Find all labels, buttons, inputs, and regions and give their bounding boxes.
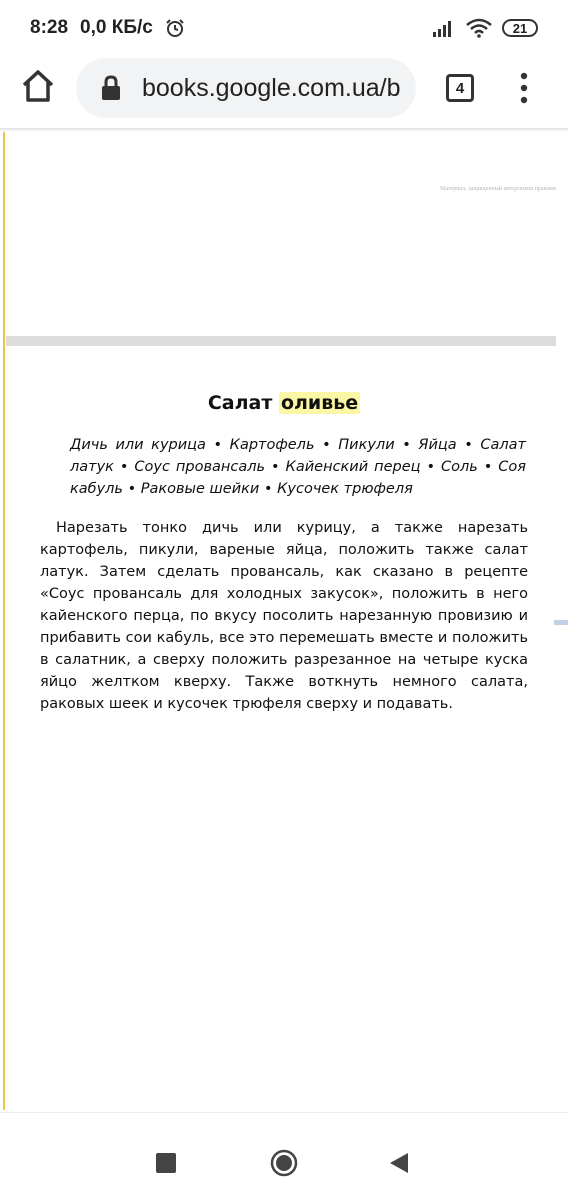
address-bar[interactable] [76, 58, 416, 118]
status-left [30, 17, 185, 39]
copyright-footer: Материал, защищенный авторскими правами [440, 186, 556, 192]
page-separator [6, 336, 556, 346]
recipe-title [0, 392, 568, 414]
search-highlight: оливье [280, 392, 359, 414]
signal-icon [432, 18, 456, 38]
url-text[interactable]: books.google.com.ua/b [142, 73, 401, 102]
left-margin-rule [3, 132, 5, 1110]
browser-toolbar [0, 56, 568, 126]
recents-square-icon[interactable] [156, 1153, 176, 1173]
system-nav-bar [0, 1112, 568, 1200]
recipe-title-word: Салат [207, 392, 273, 414]
recipe-instructions: Нарезать тонко дичь или курицу, а также нарезать картофель, пикули, вареные яйца, положить также салат латук. Затем сделать провансаль, как сказано в рецепте «Соус провансаль для холодных закусок», положить в него кайенского перца, по вкусу посолить нарезанную провизию и прибавить сои кабуль, все это перемешать вместе и положить в салатник, а сверху положить разрезанное на четыре куска яйцо желтком кверху. Также воткнуть немного салата, раковых шеек и кусочек трюфеля сверху и подавать. [40, 520, 528, 712]
back-triangle-icon[interactable] [388, 1151, 410, 1175]
status-right [432, 18, 538, 38]
lock-icon [100, 75, 122, 101]
alarm-icon [165, 18, 185, 38]
clock: 8:28 [30, 17, 69, 38]
tab-switcher-button[interactable] [446, 74, 474, 102]
previous-page [8, 132, 556, 336]
scroll-marker[interactable] [554, 620, 568, 625]
network-speed: 0,0 КБ/с [80, 17, 153, 38]
menu-icon[interactable] [512, 70, 536, 106]
home-circle-icon[interactable] [270, 1149, 298, 1177]
ingredients-list: Дичь или курица • Картофель • Пикули • Яйца • Салат латук • Соус провансаль • Кайенский перец • Соль • Соя кабуль • Раковые шейки • Кусочек трюфеля [70, 437, 526, 497]
home-icon[interactable] [20, 68, 56, 104]
wifi-icon [466, 18, 492, 38]
battery-level: 21 [512, 20, 528, 36]
battery-icon [502, 19, 538, 37]
status-bar [0, 0, 568, 56]
tab-count: 4 [455, 79, 465, 97]
